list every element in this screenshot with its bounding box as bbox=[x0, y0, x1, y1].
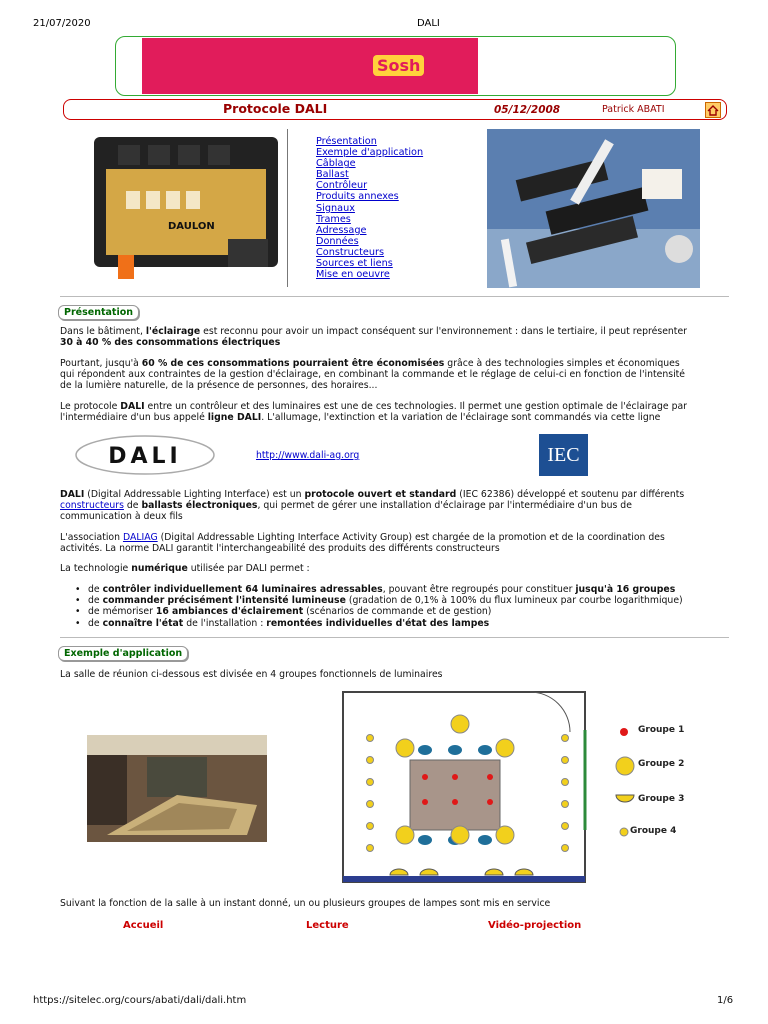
mode-video-projection: Vidéo-projection bbox=[488, 920, 582, 931]
iec-logo: IEC bbox=[539, 434, 588, 476]
nav-signaux[interactable]: Signaux bbox=[316, 202, 355, 214]
nav-produits[interactable]: Produits annexes bbox=[316, 191, 399, 203]
group-1-marker bbox=[618, 726, 630, 738]
nav-trames[interactable]: Trames bbox=[316, 213, 351, 225]
constructeurs-link[interactable]: constructeurs bbox=[60, 500, 124, 512]
nav-mise-en-oeuvre[interactable]: Mise en oeuvre bbox=[316, 269, 390, 281]
dali-logo bbox=[74, 434, 216, 476]
list-item: • de contrôler individuellement 64 luminaires adressables, pouvant être regroupés pour constituer jusqu'à 16 groupes bbox=[88, 584, 738, 595]
presentation-paragraph-2: Pourtant, jusqu'à 60 % de ces consommations pourraient être économisées grâce à des technologies simples et économiques qui répondent aux contraintes de la gestion d'éclairage, en combinant la commande et le réglage de celui-ci en fonction de l'intensité de la lumière naturelle, de la présence de personnes, des horaires... bbox=[60, 358, 686, 392]
page-date: 05/12/2008 bbox=[494, 104, 561, 116]
room-floor-plan bbox=[340, 690, 590, 886]
print-page-number: 1/6 bbox=[717, 995, 734, 1006]
device-brand-label: DAULON bbox=[168, 221, 215, 232]
legend-label-group-3: Groupe 3 bbox=[638, 794, 685, 804]
dali-capabilities-list bbox=[88, 584, 738, 629]
nav-presentation[interactable]: Présentation bbox=[316, 136, 377, 147]
example-outro: Suivant la fonction de la salle à un instant donné, un ou plusieurs groupes de lampes sont mis en service bbox=[60, 898, 551, 909]
divider-middle bbox=[60, 637, 729, 638]
nav-sources[interactable]: Sources et liens bbox=[316, 258, 393, 270]
meeting-room-photo bbox=[87, 735, 267, 842]
nav-controleur[interactable]: Contrôleur bbox=[316, 180, 368, 192]
page-author: Patrick ABATI bbox=[602, 104, 665, 115]
list-item: • de connaître l'état de l'installation : remontées individuelles d'état des lampes bbox=[88, 618, 738, 629]
group-2-marker bbox=[614, 755, 636, 777]
home-icon[interactable] bbox=[705, 102, 721, 118]
list-item: • de mémoriser 16 ambiances d'éclairement (scénarios de commande et de gestion) bbox=[88, 606, 738, 617]
nav-cablage[interactable]: Câblage bbox=[316, 158, 356, 170]
mode-lecture: Lecture bbox=[306, 920, 349, 931]
photo-divider bbox=[287, 129, 288, 287]
presentation-paragraph-6: La technologie numérique utilisée par DALI permet : bbox=[60, 563, 310, 574]
print-date: 21/07/2020 bbox=[33, 18, 91, 29]
nav-adressage[interactable]: Adressage bbox=[316, 224, 367, 236]
svg-text:DALI: DALI bbox=[108, 444, 182, 469]
ad-brand-logo[interactable]: Sosh bbox=[373, 55, 424, 76]
nav-donnees[interactable]: Données bbox=[316, 235, 359, 247]
presentation-paragraph-4: DALI (Digital Addressable Lighting Interface) est un protocole ouvert et standard (IEC 62386) développé et soutenu par différents constructeurs de ballasts électroniques, qui permet de gérer une installation d'éclairage par l'intermédiaire d'un bus de communication à deux fils bbox=[60, 489, 685, 523]
daliag-link[interactable]: DALIAG bbox=[122, 532, 158, 543]
page-title: Protocole DALI bbox=[223, 101, 328, 116]
legend-label-group-1: Groupe 1 bbox=[638, 725, 685, 735]
nav-constructeurs[interactable]: Constructeurs bbox=[316, 246, 385, 258]
print-url: https://sitelec.org/cours/abati/dali/dali.htm bbox=[33, 995, 247, 1006]
dali-controller-photo bbox=[88, 129, 284, 287]
legend-label-group-4: Groupe 4 bbox=[630, 826, 677, 836]
nav-ballast[interactable]: Ballast bbox=[316, 169, 349, 181]
section-tab-presentation: Présentation bbox=[58, 305, 139, 320]
list-item: • de commander précisément l'intensité lumineuse (gradation de 0,1% à 100% du flux lumineux par courbe logarithmique) bbox=[88, 595, 738, 606]
section-nav bbox=[316, 136, 423, 280]
ballast-products-photo bbox=[487, 129, 700, 288]
presentation-paragraph-5: L'association DALIAG (Digital Addressable Lighting Interface Activity Group) est chargée de la promotion et de la coordination des activités. La norme DALI garantit l'interchangeabilité des produits des différents constructeurs bbox=[60, 532, 665, 555]
print-title: DALI bbox=[417, 18, 440, 29]
ad-banner[interactable] bbox=[142, 38, 478, 94]
dali-ag-link[interactable]: http://www.dali-ag.org bbox=[256, 450, 360, 461]
presentation-paragraph-3: Le protocole DALI entre un contrôleur et des luminaires est une de ces technologies. Il permet une gestion optimale de l'éclairage par l'intermédiaire d'un bus appelé ligne DALI. L'allumage, l'extinction et la variation de l'éclairage sont commandés via cette ligne bbox=[60, 401, 688, 424]
nav-exemple[interactable]: Exemple d'application bbox=[316, 147, 424, 159]
example-intro: La salle de réunion ci-dessous est divisée en 4 groupes fonctionnels de luminaires bbox=[60, 669, 443, 680]
presentation-paragraph-1: Dans le bâtiment, l'éclairage est reconnu pour avoir un impact conséquent sur l'environnement : dans le tertiaire, il peut représenter 30 à 40 % des consommations électriques bbox=[60, 326, 687, 349]
divider-top bbox=[60, 296, 729, 297]
group-4-marker bbox=[618, 826, 630, 838]
mode-accueil: Accueil bbox=[123, 920, 164, 931]
lamp-group-legend bbox=[614, 722, 714, 842]
group-3-marker bbox=[614, 792, 636, 804]
section-tab-exemple: Exemple d'application bbox=[58, 646, 188, 661]
legend-label-group-2: Groupe 2 bbox=[638, 759, 685, 769]
